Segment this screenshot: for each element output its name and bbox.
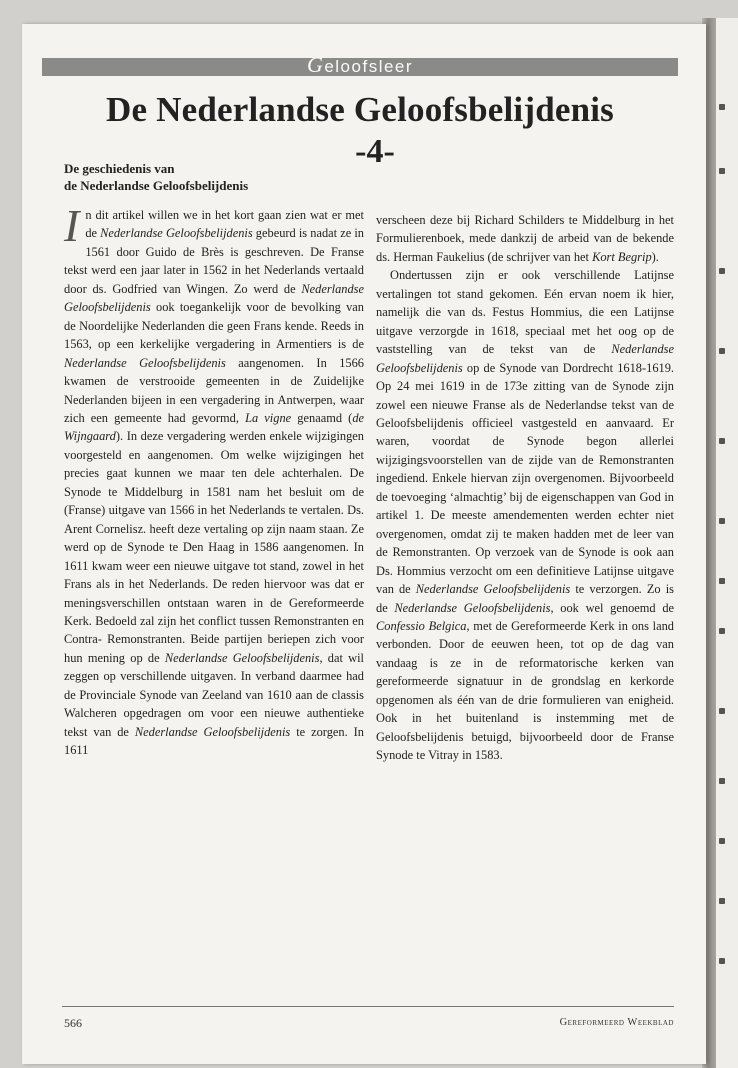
subtitle-line-1: De geschiedenis van: [64, 161, 175, 176]
italic-text: Kort Begrip: [592, 249, 652, 264]
text-run: , dat wil zeggen op verschillende uitgaven. In verband daarmee had de Provinciale Synode van Zeeland van 1610 aan de classis Walcheren opgedragen om voor een nieuwe authentieke tekst van de: [64, 650, 365, 739]
text-run: , met de Gereformeerde Kerk in ons land verbonden. Door de eeuwen heen, tot op de dag van vandaag is ze in de reformatorische kerken van gereformeerde signatuur in de grondslag en kerkorde opgenomen als één van de drie formulieren van enigheid. Ook in het buitenland is instemming met de Geloofsbelijdenis betuigd, bijvoorbeeld door de Franse Synode te Vitray in 1583.: [376, 618, 674, 763]
article-title: De Nederlandse Geloofsbelijdenis: [105, 90, 615, 129]
text-run: ).: [651, 249, 659, 264]
text-run: gebeurd is nadat ze in 1561 door Guido de Brès is geschreven. De Franse tekst werd een jaar later in 1562 in het Nederlands vertaald door ds. Godfried van Wingen. Zo werd de: [64, 226, 365, 296]
section-banner: [42, 52, 678, 77]
text-run: genaamd (: [291, 410, 353, 425]
page-number: 566: [64, 1016, 82, 1030]
italic-text: Nederlandse Geloofsbelijdenis: [64, 281, 364, 315]
italic-text: de Wijngaard: [64, 410, 365, 444]
section-label: [42, 52, 678, 78]
italic-text: La vigne: [245, 410, 292, 425]
italic-text: Nederlandse Geloofsbelijdenis: [100, 226, 253, 241]
article-subtitle: [64, 160, 324, 194]
text-run: n dit artikel willen we in het kort gaan zien wat er met de: [85, 208, 364, 241]
italic-text: Nederlandse Geloofsbelijdenis: [376, 342, 674, 375]
section-label-initial: G: [306, 52, 325, 77]
italic-text: Nederlandse Geloofsbelijdenis: [134, 724, 291, 739]
paragraph: [376, 266, 674, 764]
text-run: ook toegankelijk voor de bevolking van de Noordelijke Nederlanden die geen Frans kende. Reeds in 1563, op een kerkelijke vergadering in Armentiers is de: [64, 300, 364, 352]
footer-rule: [62, 1006, 674, 1007]
text-run: Ondertussen zijn er ook verschillende Latijnse vertalingen tot stand gekomen. Eén ervan noem ik hier, namelijk die van ds. Festus Hommius, die een Latijnse uitgave verzorgde in 1618, speciaal met het oog op de vaststelling van de tekst van de: [376, 268, 674, 357]
text-run: , ook wel genoemd de: [550, 600, 675, 615]
text-run: verscheen deze bij Richard Schilders te Middelburg in het Formulierenboek, mede dankzij de arbeid van de bekende ds. Herman Faukelius (de schrijver van het: [376, 213, 674, 264]
text-run: aangenomen. In 1566 kwamen de verstrooide gemeenten in de Zuidelijke Nederlanden bijeen in een vergadering in Antwerpen, waar zich een gemeente had gevormd,: [64, 355, 364, 425]
publication-name: Gereformeerd Weekblad: [559, 1017, 674, 1028]
series-number: -4-: [355, 133, 395, 170]
italic-text: Nederlandse Geloofsbelijdenis: [164, 650, 320, 665]
body-column-left: [64, 200, 365, 760]
paragraph: [376, 211, 674, 266]
subtitle-line-2: de Nederlandse Geloofsbelijdenis: [64, 178, 249, 193]
section-label-rest: eloofsleer: [324, 57, 414, 76]
drop-cap: I: [64, 200, 80, 251]
italic-text: Nederlandse Geloofsbelijdenis: [394, 600, 551, 615]
text-run: te verzorgen. Zo is de: [376, 582, 674, 615]
italic-text: Confessio Belgica: [376, 618, 467, 633]
text-run: te zorgen. In 1611: [64, 724, 364, 758]
body-column-right: [376, 211, 674, 765]
italic-text: Nederlandse Geloofsbelijdenis: [64, 355, 226, 370]
paragraph: [64, 200, 365, 760]
text-run: op de Synode van Dordrecht 1618-1619. Op 24 mei 1619 in de 173e zitting van de Synode zijn zowel een nieuwe Franse als de Nederlandse tekst van de Geloofsbelijdenis officieel vastgesteld en aanvaard. Er waren, voordat de Synode begon allerlei wijzigingsvoorstellen van de zijde van de Remonstranten ingediend. Enkele hiervan zijn overgenomen. Bijvoorbeeld de toevoeging ‘almachtig’ bij de eigenschappen van God in artikel 1. De meeste amendementen werden echter niet overgenomen, omdat zij te maken hadden met de leer van de Remonstranten. Op verzoek van de Synode is ook aan Ds. Hommius verzocht om een definitieve Latijnse uitgave van de: [376, 360, 674, 597]
adjacent-page-edge: [716, 18, 738, 1068]
text-run: ). In deze vergadering werden enkele wijzigingen voorgesteld en aangenomen. Om welke wijzigingen het precies gaat kunnen we maar ten dele achterhalen. De Synode te Middelburg in 1581 nam het besluit om de (Franse) uitgave van 1566 in het Nederlands te vertalen. Ds. Arent Cornelisz. heeft deze vertaling op zijn naam staan. Ze werd op de Synode te Den Haag in 1586 aangenomen. In 1611 kwam weer een nieuwe uitgave tot stand, zowel in het Frans als in het Nederlands. De reden hiervoor was dat er meningsverschillen ontstaan waren in de Gereformeerde Kerk. Bedoeld zal zijn het conflict tussen Remonstranten en Contra- Remonstranten. Beide partijen beriepen zich voor hun mening op de: [64, 429, 364, 665]
italic-text: Nederlandse Geloofsbelijdenis: [415, 582, 571, 597]
